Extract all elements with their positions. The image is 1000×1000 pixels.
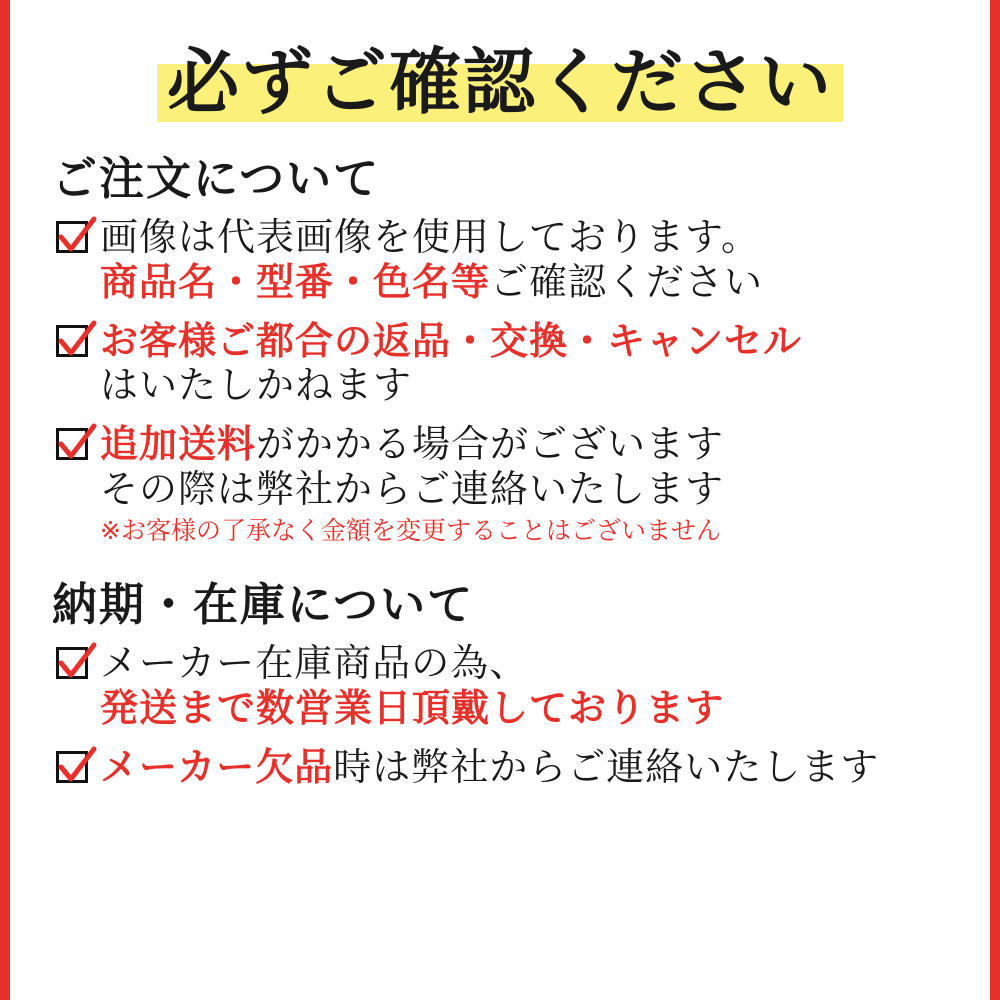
list-item: [54, 215, 956, 305]
checkbox-checked-icon: [54, 219, 94, 259]
list-item-line: はいたしかねます: [100, 363, 413, 408]
page-title: [157, 42, 843, 124]
line-tail: ご確認ください: [490, 259, 764, 304]
list-item-line: お客様ご都合の返品・交換・キャンセル: [100, 318, 803, 363]
list-item-lines: [100, 422, 956, 546]
checkbox-checked-icon: [54, 749, 94, 789]
page-title-text: 必ずご確認ください: [166, 40, 833, 124]
list-item-line: [100, 745, 956, 790]
checkbox-checked-icon: [54, 323, 94, 363]
section-heading-order: ご注文について: [52, 152, 381, 205]
list-item-lines: [100, 641, 956, 731]
list-item-lines: [100, 215, 956, 305]
left-red-border: [0, 0, 10, 1000]
right-red-border: [990, 0, 1000, 1000]
checkbox-checked-icon: [54, 645, 94, 685]
emphasis-red: 追加送料: [100, 422, 257, 467]
notice-content: [10, 0, 990, 1000]
page-title-wrap: [44, 42, 956, 124]
list-item: [54, 745, 956, 790]
emphasis-red: メーカー欠品: [100, 744, 334, 789]
line-tail: がかかる場合がございます: [256, 422, 725, 467]
list-item-note: ※お客様の了承なく金額を変更することはございません: [100, 515, 721, 545]
emphasis-red: 商品名・型番・色名等: [100, 259, 491, 304]
list-item-lines: [100, 319, 956, 409]
list-item-line: メーカー在庫商品の為、: [100, 640, 529, 685]
list-item-line: [100, 260, 956, 305]
list-item-line: その際は弊社からご連絡いたします: [100, 467, 725, 512]
list-item-line: [100, 422, 956, 467]
checkbox-checked-icon: [54, 426, 94, 466]
list-item-line: 画像は代表画像を使用しております。: [100, 215, 760, 259]
list-item: [54, 641, 956, 731]
list-item-lines: [100, 745, 956, 790]
line-tail: 時は弊社からご連絡いたします: [333, 744, 880, 789]
section-heading-delivery: 納期・在庫について: [52, 577, 475, 631]
list-item-line: 発送まで数営業日頂戴しております: [100, 685, 725, 730]
list-item: [54, 319, 956, 409]
list-item: [54, 422, 956, 546]
